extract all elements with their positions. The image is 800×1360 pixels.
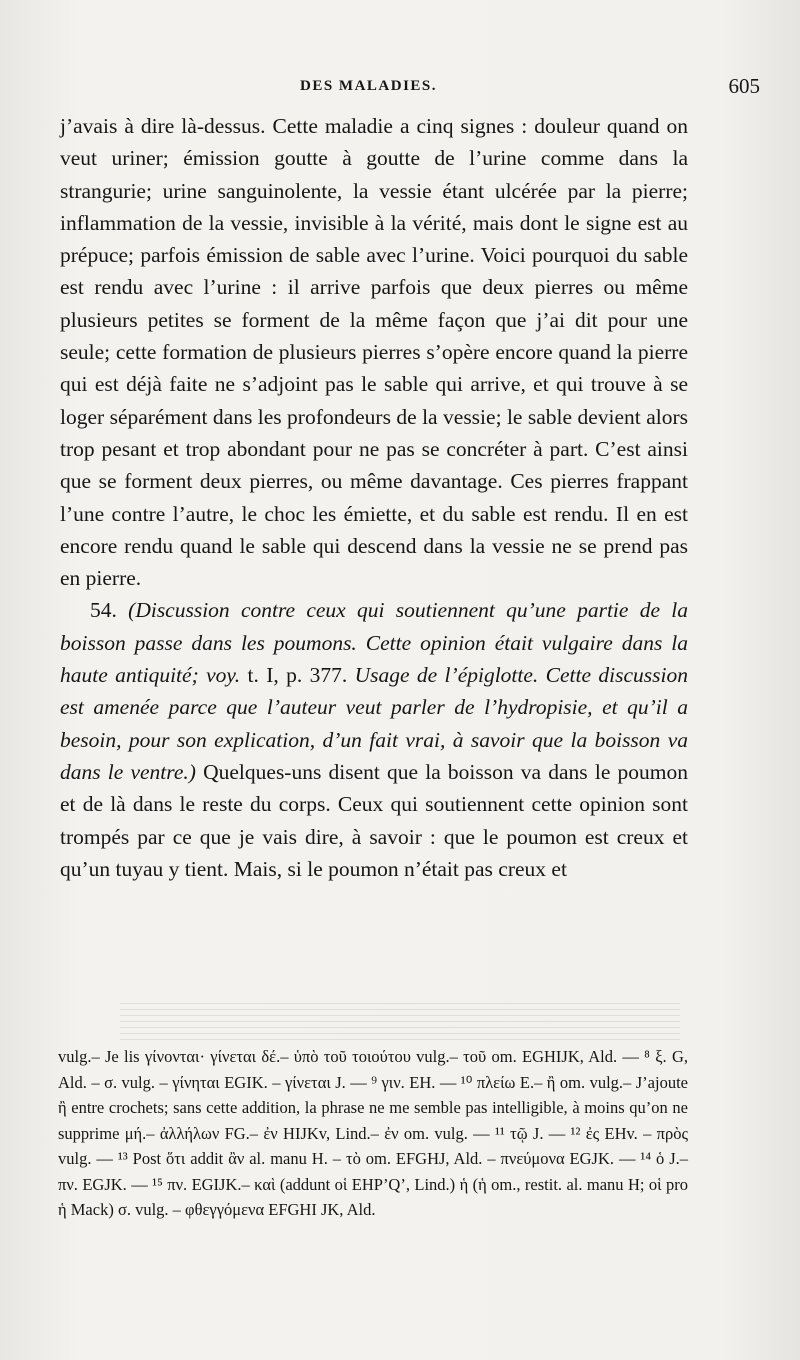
running-head: [60, 74, 760, 104]
paragraph-text: Quelques-uns disent que la boisson va dans le poumon et de là dans le reste du corps. Ceux qui soutiennent cette opinion sont trompés par ce que je vais dire, à savoir : que le poumon est creux et qu’un tuyau y tient. Mais, si le poumon n’était pas creux et: [60, 759, 689, 881]
main-text: [60, 110, 688, 885]
reference: t. I, p. 377.: [240, 663, 355, 688]
footnote-text: vulg.– Je lis γίνονται· γίνεται δέ.– ὑπὸ τοῦ τοιούτου vulg.– τοῦ om. EGHIJK, Ald. — ⁸ ξ. G, Ald. – σ. vulg. – γίνηται EGIK. – γίνεται J. — ⁹ γιν. EH. — ¹⁰ πλείω E.– ἢ om. vulg.– J’ajoute ἢ entre crochets; sans cette addition, la phrase ne me semble pas intelligible, à moins qu’on ne supprime μή.– ἀλλήλων FG.– ἐν HIJKv, Lind.– ἐν om. vulg. — ¹¹ τῷ J. — ¹² ἐς EHv. – πρὸς vulg. — ¹³ Post ὅτι addit ἂν al. manu H. – τὸ om. EFGHJ, Ald. – πνεύμονα EGJK. — ¹⁴ ὁ J.– πν. EGJK. — ¹⁵ πν. EGIJK.– καὶ (addunt οἱ EHP’Q’, Lind.) ἡ (ἡ om., restit. al. manu H; οἱ pro ἡ Mack) σ. vulg. – φθεγγόμενα EFGHI JK, Ald.: [58, 1047, 688, 1219]
footnotes: [58, 1044, 688, 1223]
section-number: 54.: [90, 598, 117, 623]
show-through-texture: [120, 1000, 680, 1040]
page-number: 605: [728, 74, 760, 98]
running-title: DES MALADIES.: [300, 78, 438, 94]
italic-summary: (Discussion contre ceux qui soutiennent qu’une partie de la boisson passe dans les poumons. Cette opinion était vulgaire dans la haute antiquité; voy.: [60, 598, 688, 688]
paragraph: j’avais à dire là-dessus. Cette maladie a cinq signes : douleur quand on veut uriner; émission goutte à goutte de l’urine comme dans la strangurie; urine sanguinolente, la vessie étant ulcérée par la pierre; inflammation de la vessie, invisible à la vérité, mais dont le signe est au prépuce; parfois émission de sable avec l’urine. Voici pourquoi du sable est rendu avec l’urine : il arrive parfois que deux pierres ou même plusieurs petites se forment de la même façon que j’ai dit pour une seule; cette formation de plusieurs pierres s’opère encore quand la pierre qui est déjà faite ne s’adjoint pas le sable qui arrive, et qui trouve à se loger séparément dans les profondeurs de la vessie; le sable devient alors trop pesant et trop abondant pour ne pas se concréter à part. C’est ainsi que se forment deux pierres, ou même davantage. Ces pierres frappant l’une contre l’autre, le choc les émiette, et du sable est rendu. Il en est encore rendu quand le sable qui descend dans la vessie ne se prend pas en pierre.: [60, 114, 688, 591]
paragraph: [60, 594, 688, 885]
italic-summary-continued: Usage de l’épiglotte. Cette discussion est amenée parce que l’auteur veut parler de l’hydropisie, et qu’il a besoin, pour son explication, d’un fait vrai, à savoir que la boisson va dans le ventre.): [60, 663, 688, 784]
